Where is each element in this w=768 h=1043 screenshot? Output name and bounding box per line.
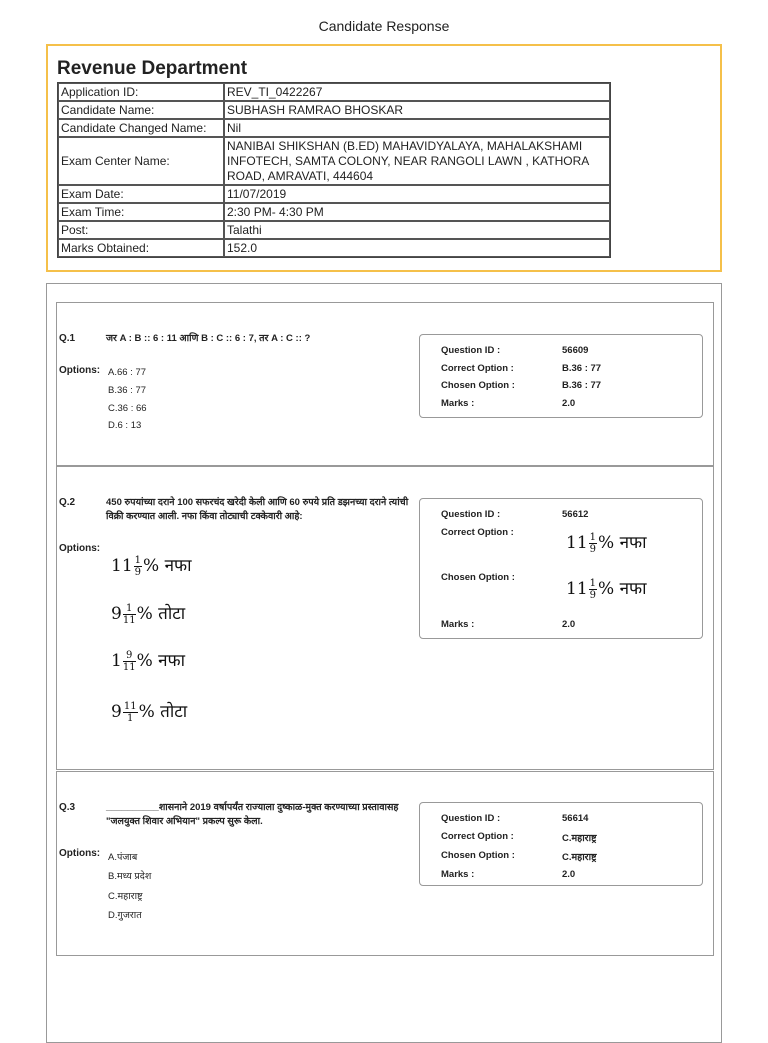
info-value: 152.0: [224, 239, 610, 257]
option-b: B.मध्य प्रदेश: [108, 871, 152, 882]
question-panel-3: [56, 771, 714, 956]
fraction: [589, 578, 597, 601]
chosen-option-value: B.36 : 77: [562, 380, 602, 391]
info-row-marks-obtained: [58, 239, 610, 257]
option-a: A.66 : 77: [108, 367, 147, 378]
denominator: 11: [122, 615, 136, 626]
mixed-whole: 11: [566, 579, 588, 599]
info-value: SUBHASH RAMRAO BHOSKAR: [224, 101, 610, 119]
question-info-card: [419, 334, 703, 418]
info-value: Talathi: [224, 221, 610, 239]
mixed-whole: 11: [566, 533, 588, 553]
option-b: B.36 : 77: [108, 385, 147, 396]
chosen-option-value: 11 $\frac{1}{9}$ % नफा: [566, 578, 647, 601]
option-word: नफा: [164, 556, 192, 576]
mixed-whole: 9: [111, 702, 122, 722]
question-number: Q.2: [59, 497, 76, 508]
info-label: Exam Date:: [58, 185, 224, 203]
question-panel-2: [56, 466, 714, 770]
info-row-candidate-name: [58, 101, 610, 119]
info-value: 2:30 PM- 4:30 PM: [224, 203, 610, 221]
option-a: A.पंजाब: [108, 852, 138, 863]
options-label: Options:: [59, 848, 101, 859]
info-row-exam-time: [58, 203, 610, 221]
denominator: 1: [127, 713, 134, 724]
info-row-changed-name: [58, 119, 610, 137]
option-a: 11 $\frac{1}{9}$ % नफा: [111, 555, 192, 578]
info-label: Marks Obtained:: [58, 239, 224, 257]
question-info-card: [419, 802, 703, 886]
question-info-card: [419, 498, 703, 639]
chosen-option-value: C.महाराष्ट्र: [562, 852, 597, 863]
numerator: 9: [123, 650, 136, 662]
department-title: Revenue Department: [57, 58, 248, 79]
option-d: D.गुजरात: [108, 910, 142, 921]
correct-option-label: Correct Option :: [441, 831, 514, 842]
info-value: REV_TI_0422267: [224, 83, 610, 101]
fraction: [123, 701, 138, 724]
fraction: [589, 532, 597, 555]
question-id-label: Question ID :: [441, 509, 501, 520]
options-label: Options:: [59, 365, 101, 376]
question-number: Q.1: [59, 333, 76, 344]
chosen-option-label: Chosen Option :: [441, 850, 515, 861]
mixed-whole: 9: [111, 604, 122, 624]
correct-option-value: C.महाराष्ट्र: [562, 833, 597, 844]
fraction: [134, 555, 142, 578]
option-word: तोटा: [158, 604, 186, 624]
options-label: Options:: [59, 543, 101, 554]
question-id-label: Question ID :: [441, 813, 501, 824]
page-title: Candidate Response: [318, 18, 450, 34]
question-id-value: 56609: [562, 345, 589, 356]
info-label: Application ID:: [58, 83, 224, 101]
option-c: C.36 : 66: [108, 403, 147, 414]
info-row-exam-date: [58, 185, 610, 203]
numerator: 1: [589, 578, 597, 589]
chosen-option-label: Chosen Option :: [441, 572, 515, 583]
info-value: 11/07/2019: [224, 185, 610, 203]
question-panel-1: [56, 302, 714, 466]
denominator: 9: [589, 544, 597, 555]
info-row-exam-center: [58, 137, 610, 185]
question-id-label: Question ID :: [441, 345, 501, 356]
correct-option-value: 11 $\frac{1}{9}$ % नफा: [566, 532, 647, 555]
question-text: जर A : B :: 6 : 11 आणि B : C :: 6 : 7, तर A : C :: ?: [106, 333, 311, 344]
info-label: Candidate Changed Name:: [58, 119, 224, 137]
question-number: Q.3: [59, 802, 76, 813]
marks-value: 2.0: [562, 619, 576, 630]
numerator: 1: [589, 532, 597, 543]
option-c: 1 $\frac{9}{11}$ % नफा: [111, 650, 186, 673]
info-label: Exam Time:: [58, 203, 224, 221]
chosen-option-label: Chosen Option :: [441, 380, 515, 391]
correct-option-value: B.36 : 77: [562, 363, 602, 374]
marks-label: Marks :: [441, 398, 475, 409]
numerator: 1: [123, 603, 136, 615]
candidate-info-table: [57, 82, 611, 258]
option-word: नफा: [158, 651, 186, 671]
numerator: 1: [134, 555, 142, 566]
option-d: D.6 : 13: [108, 420, 142, 431]
correct-option-label: Correct Option :: [441, 527, 514, 538]
info-value: NANIBAI SHIKSHAN (B.ED) MAHAVIDYALAYA, MAHALAKSHAMI INFOTECH, SAMTA COLONY, NEAR RANGOLI LAWN , KATHORA ROAD, AMRAVATI, 444604: [224, 137, 610, 185]
marks-value: 2.0: [562, 398, 576, 409]
option-word: तोटा: [160, 702, 188, 722]
fraction: [123, 603, 136, 626]
mixed-whole: 1: [111, 651, 122, 671]
info-row-application-id: [58, 83, 610, 101]
denominator: 9: [134, 567, 142, 578]
numerator: 11: [123, 701, 137, 712]
info-label: Candidate Name:: [58, 101, 224, 119]
info-label: Exam Center Name:: [58, 137, 224, 185]
mixed-whole: 11: [111, 556, 133, 576]
question-text: 450 रुपयांच्या दराने 100 सफरचंद खरेदी केली आणि 60 रुपये प्रति डझनच्या दराने त्यांची विक्री करण्यात आली. नफा किंवा तोट्याची टक्केवारी आहे:: [106, 497, 409, 522]
marks-value: 2.0: [562, 869, 576, 880]
question-text: __________शासनाने 2019 वर्षापर्यंत राज्याला दुष्काळ-मुक्त करण्याच्या प्रस्तावासह "जलयुक्त शिवार अभियान" प्रकल्प सुरू केला.: [106, 802, 399, 827]
fraction: [123, 650, 136, 673]
option-b: 9 $\frac{1}{11}$ % तोटा: [111, 603, 186, 626]
info-row-post: [58, 221, 610, 239]
info-label: Post:: [58, 221, 224, 239]
option-word: नफा: [619, 579, 647, 599]
question-id-value: 56612: [562, 509, 589, 520]
option-word: नफा: [619, 533, 647, 553]
candidate-summary-box: [46, 44, 722, 272]
marks-label: Marks :: [441, 869, 475, 880]
info-value: Nil: [224, 119, 610, 137]
correct-option-label: Correct Option :: [441, 363, 514, 374]
denominator: 11: [122, 662, 136, 673]
question-id-value: 56614: [562, 813, 589, 824]
option-d: 9 $\frac{11}{1}$ % तोटा: [111, 701, 188, 724]
denominator: 9: [589, 590, 597, 601]
option-c: C.महाराष्ट्र: [108, 891, 143, 902]
marks-label: Marks :: [441, 619, 475, 630]
